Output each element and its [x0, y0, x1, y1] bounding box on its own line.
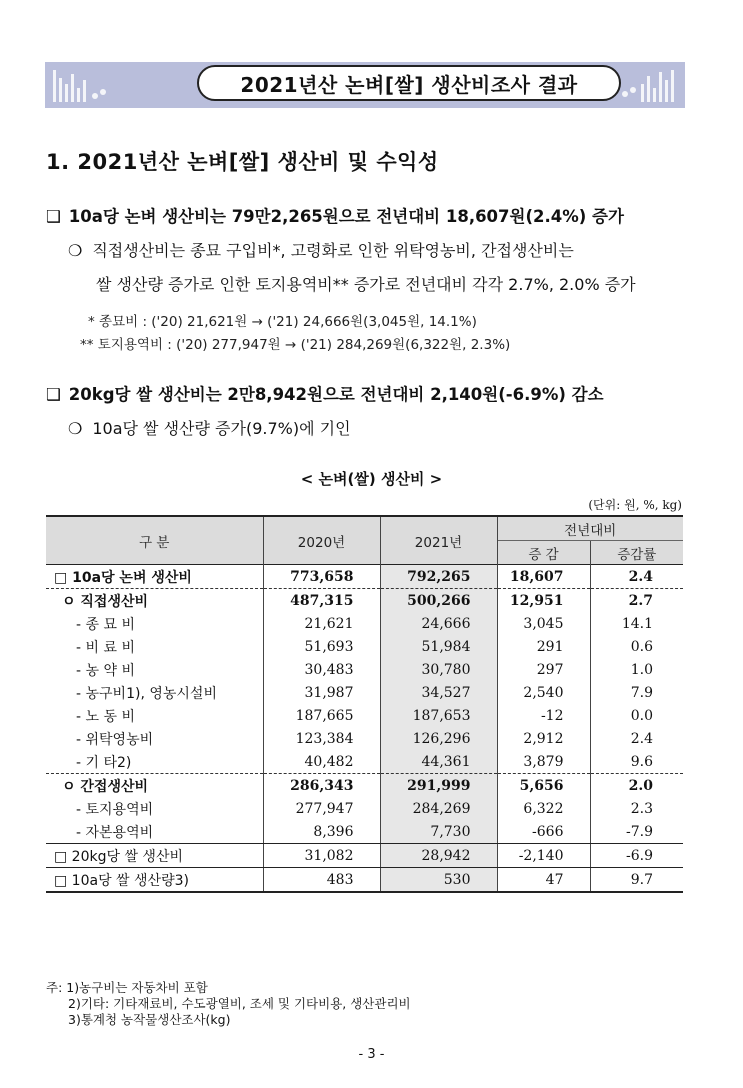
cell-v2020: 40,482 [263, 750, 380, 774]
table-row [46, 589, 683, 613]
title-banner [45, 62, 685, 108]
cell-change: 5,656 [497, 774, 590, 798]
cell-v2021: 7,730 [380, 820, 497, 844]
bullet-1 [46, 203, 624, 227]
cell-change: 18,607 [497, 565, 590, 589]
cell-rate: -7.9 [590, 820, 683, 844]
header-category: 구 분 [46, 516, 263, 565]
header-2020: 2020년 [263, 516, 380, 565]
banner-title: 2021년산 논벼[쌀] 생산비조사 결과 [197, 65, 621, 101]
cell-change: 297 [497, 658, 590, 681]
bar-pattern-decoration [619, 66, 679, 104]
bullet-2 [46, 381, 604, 405]
note-3: 3)통계청 농작물생산조사(kg) [68, 1012, 231, 1027]
row-label: - 토지용역비 [46, 797, 263, 820]
bullet-2-sub-line1: 10a당 쌀 생산량 증가(9.7%)에 기인 [92, 419, 351, 438]
cell-v2021: 187,653 [380, 704, 497, 727]
cell-v2020: 31,987 [263, 681, 380, 704]
table-row [46, 868, 683, 893]
row-label: □ 20kg당 쌀 생산비 [46, 844, 263, 868]
square-bullet-icon: ❑ [46, 385, 61, 404]
cell-v2021: 24,666 [380, 612, 497, 635]
cost-table [46, 515, 683, 893]
cell-v2020: 286,343 [263, 774, 380, 798]
table-caption: < 논벼(쌀) 생산비 > [300, 470, 443, 488]
cell-v2021: 51,984 [380, 635, 497, 658]
header-2021: 2021년 [380, 516, 497, 565]
cell-change: 291 [497, 635, 590, 658]
cell-change: 2,912 [497, 727, 590, 750]
square-bullet-icon: ❑ [46, 207, 61, 226]
cell-v2021: 34,527 [380, 681, 497, 704]
note-2: 2)기타: 기타재료비, 수도광열비, 조세 및 기타비용, 생산관리비 [68, 996, 411, 1011]
circle-bullet-icon: ❍ [68, 419, 83, 438]
cell-v2020: 31,082 [263, 844, 380, 868]
cell-rate: 0.0 [630, 707, 653, 724]
table-row [46, 612, 683, 635]
cell-change: -666 [497, 820, 590, 844]
table-row [46, 750, 683, 774]
row-label: - 위탁영농비 [46, 727, 263, 750]
bullet-1-sub [68, 238, 574, 261]
cell-v2020: 487,315 [263, 589, 380, 613]
cell-v2020: 187,665 [263, 704, 380, 727]
cell-v2020: 8,396 [263, 820, 380, 844]
cell-rate: 14.1 [621, 615, 653, 632]
table-row [46, 704, 683, 727]
row-label: □ 10a당 논벼 생산비 [46, 565, 263, 589]
note-1: 주: 1)농구비는 자동차비 포함 [46, 980, 208, 995]
cell-rate: 9.6 [590, 750, 683, 774]
cell-v2020: 30,483 [263, 658, 380, 681]
cell-v2021: 30,780 [380, 658, 497, 681]
cell-v2021: 291,999 [380, 774, 497, 798]
row-label: - 자본용역비 [46, 820, 263, 844]
table-row [46, 820, 683, 844]
cell-rate: 9.7 [590, 868, 683, 893]
bullet-1-sub-line1: 직접생산비는 종묘 구입비*, 고령화로 인한 위탁영농비, 간접생산비는 [92, 241, 574, 260]
bullet-1-text: 10a당 논벼 생산비는 79만2,265원으로 전년대비 18,607원(2.4%) 증가 [68, 207, 624, 226]
section-heading: 1. 2021년산 논벼[쌀] 생산비 및 수익성 [46, 150, 439, 174]
table-row [46, 565, 683, 589]
cell-change: 2,540 [497, 681, 590, 704]
row-label: - 종 묘 비 [46, 612, 263, 635]
row-label: ㅇ 간접생산비 [46, 774, 263, 798]
cell-v2021: 44,361 [380, 750, 497, 774]
cell-v2021: 28,942 [380, 844, 497, 868]
cell-change: -2,140 [497, 844, 590, 868]
table-row [46, 774, 683, 798]
row-label: - 기 타2) [46, 750, 263, 774]
cell-v2020: 483 [263, 868, 380, 893]
cell-v2020: 21,621 [263, 612, 380, 635]
cell-v2021: 530 [380, 868, 497, 893]
bullet-1-sub-line2: 쌀 생산량 증가로 인한 토지용역비** 증가로 전년대비 각각 2.7%, 2.0% 증가 [96, 275, 636, 294]
cell-v2020: 773,658 [263, 565, 380, 589]
row-label: □ 10a당 쌀 생산량3) [46, 868, 263, 893]
cell-rate: 2.4 [590, 565, 683, 589]
table-row [46, 844, 683, 868]
cell-rate: 2.4 [630, 730, 653, 747]
cell-v2020: 277,947 [263, 797, 380, 820]
footnote-land-service: ** 토지용역비 : ('20) 277,947원 → ('21) 284,269원(6,322원, 2.3%) [80, 337, 511, 353]
cell-rate: -6.9 [590, 844, 683, 868]
cell-rate: 7.9 [630, 684, 653, 701]
table-row [46, 727, 683, 750]
cell-v2020: 51,693 [263, 635, 380, 658]
bullet-2-sub [68, 416, 351, 439]
cell-rate: 2.7 [628, 592, 653, 609]
cell-rate: 0.6 [630, 638, 653, 655]
cell-change: 47 [497, 868, 590, 893]
cell-v2020: 123,384 [263, 727, 380, 750]
cell-v2021: 126,296 [380, 727, 497, 750]
cell-v2021: 500,266 [380, 589, 497, 613]
table-row [46, 797, 683, 820]
row-label: - 농구비1), 영농시설비 [46, 681, 263, 704]
cell-change: 6,322 [497, 797, 590, 820]
table-unit: (단위: 원, %, kg) [588, 498, 682, 512]
row-label: - 노 동 비 [46, 704, 263, 727]
cell-v2021: 792,265 [380, 565, 497, 589]
cell-rate: 1.0 [630, 661, 653, 678]
table-row [46, 658, 683, 681]
bar-pattern-decoration [51, 66, 111, 104]
cell-change: 12,951 [497, 589, 590, 613]
page-number: - 3 - [358, 1047, 385, 1062]
cell-rate: 2.3 [630, 800, 653, 817]
table-row [46, 681, 683, 704]
header-vs-previous: 전년대비 [497, 516, 683, 541]
cell-change: -12 [497, 704, 590, 727]
table-row [46, 635, 683, 658]
cell-change: 3,879 [497, 750, 590, 774]
cell-v2021: 284,269 [380, 797, 497, 820]
header-rate: 증감률 [590, 541, 683, 565]
bullet-2-text: 20kg당 쌀 생산비는 2만8,942원으로 전년대비 2,140원(-6.9%) 감소 [68, 385, 604, 404]
cell-rate: 2.0 [628, 777, 653, 794]
header-change: 증 감 [497, 541, 590, 565]
notes [46, 980, 411, 1028]
circle-bullet-icon: ❍ [68, 241, 83, 260]
row-label: - 농 약 비 [46, 658, 263, 681]
footnote-seed-cost: * 종묘비 : ('20) 21,621원 → ('21) 24,666원(3,045원, 14.1%) [88, 314, 477, 330]
row-label: - 비 료 비 [46, 635, 263, 658]
cell-change: 3,045 [497, 612, 590, 635]
row-label: ㅇ 직접생산비 [46, 589, 263, 613]
